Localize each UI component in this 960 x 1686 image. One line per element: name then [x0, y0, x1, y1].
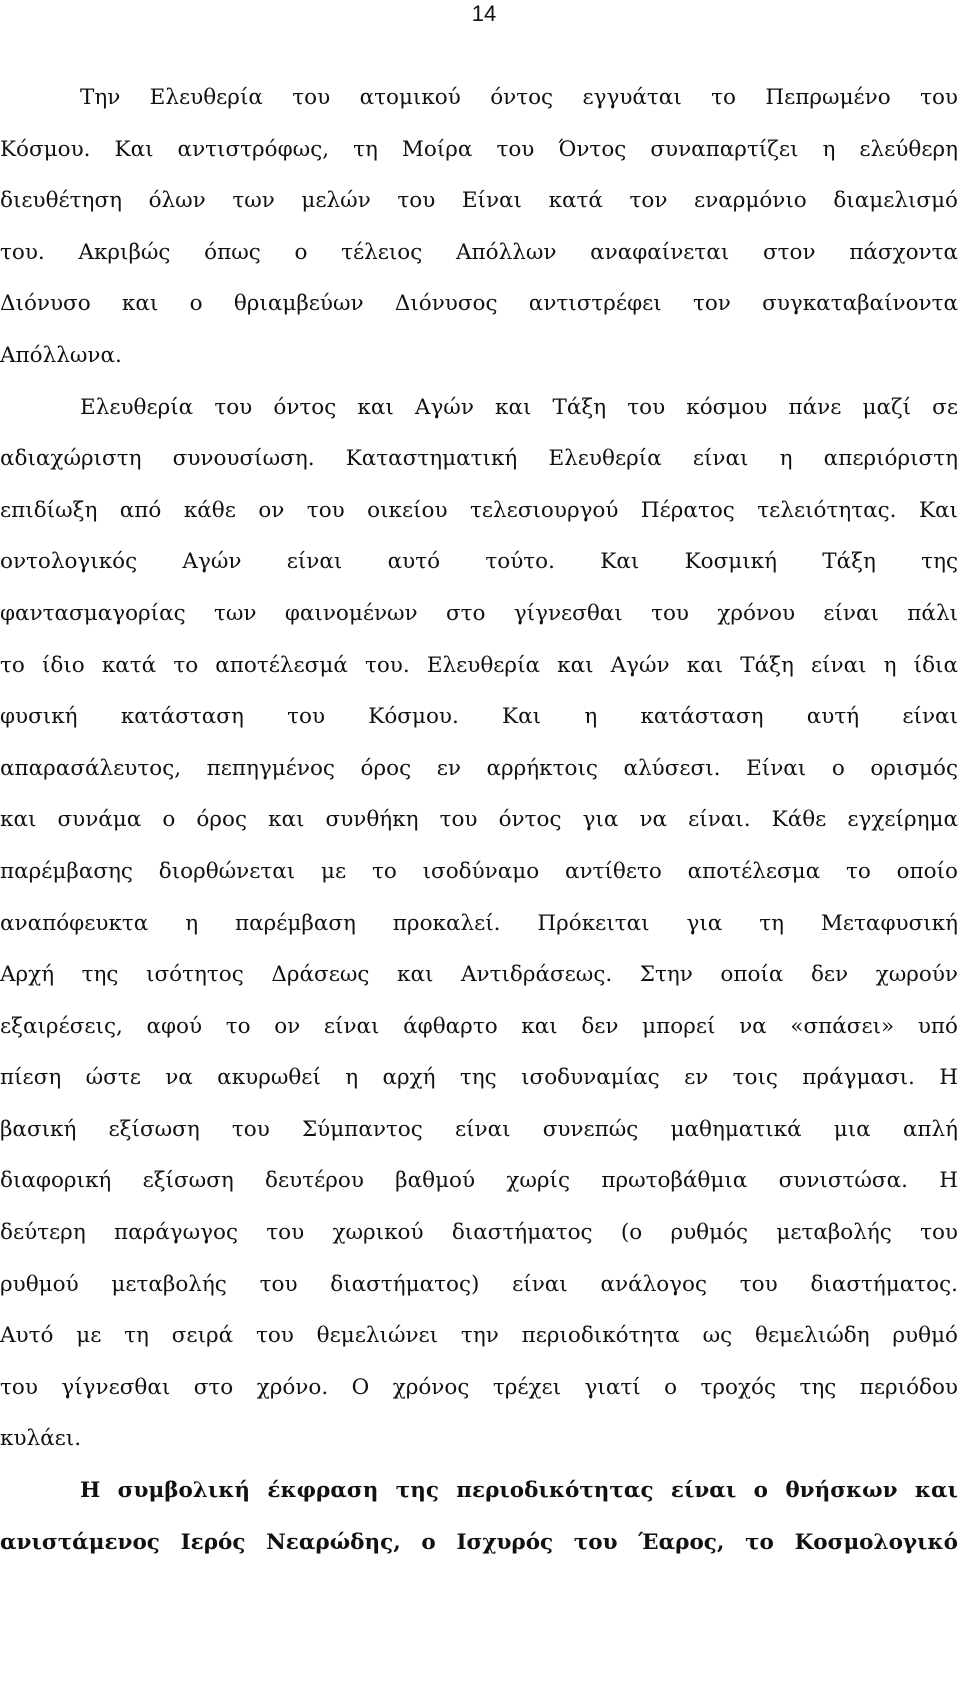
text-line: πίεση ώστε να ακυρωθεί η αρχή της ισοδυναμίας εν τοις πράγμασι. Η	[0, 1065, 958, 1091]
text-line: επιδίωξη από κάθε ον του οικείου τελεσιουργού Πέρατος τελειότητας. Και	[0, 497, 958, 523]
text-line: εξαιρέσεις, αφού το ον είναι άφθαρτο και δεν μπορεί να «σπάσει» υπό	[0, 1013, 958, 1039]
text-line: παρέμβασης διορθώνεται με το ισοδύναμο αντίθετο αποτέλεσμα το οποίο	[0, 858, 958, 884]
text-line: αδιαχώριστη συνουσίωση. Καταστηματική Ελευθερία είναι η απεριόριστη	[0, 446, 958, 472]
text-line: Απόλλωνα.	[0, 342, 122, 368]
text-line: του. Ακριβώς όπως ο τέλειος Απόλλων αναφαίνεται στον πάσχοντα	[0, 239, 958, 265]
text-line: του γίγνεσθαι στο χρόνο. Ο χρόνος τρέχει γιατί ο τροχός της περιόδου	[0, 1374, 958, 1400]
text-line: Διόνυσο και ο θριαμβεύων Διόνυσος αντιστρέφει τον συγκαταβαίνοντα	[0, 291, 958, 317]
text-line: Αρχή της ισότητος Δράσεως και Αντιδράσεως. Στην οποία δεν χωρούν	[0, 962, 958, 988]
text-line: απαρασάλευτος, πεπηγμένος όρος εν αρρήκτοις αλύσεσι. Είναι ο ορισμός	[0, 755, 958, 781]
body-text	[0, 72, 958, 1568]
text-line: Την Ελευθερία του ατομικού όντος εγγυάται το Πεπρωμένο του	[80, 85, 958, 110]
text-line: βασική εξίσωση του Σύμπαντος είναι συνεπώς μαθηματικά μια απλή	[0, 1116, 958, 1142]
text-line: διαφορική εξίσωση δευτέρου βαθμού χωρίς πρωτοβάθμια συνιστώσα. Η	[0, 1168, 958, 1194]
text-line: κυλάει.	[0, 1426, 82, 1452]
text-line: ρυθμού μεταβολής του διαστήματος) είναι ανάλογος του διαστήματος.	[0, 1271, 958, 1297]
text-line: Ελευθερία του όντος και Αγών και Τάξη του κόσμου πάνε μαζί σε	[80, 394, 958, 420]
text-line: Αυτό με τη σειρά του θεμελιώνει την περιοδικότητα ως θεμελιώδη ρυθμό	[0, 1323, 958, 1349]
text-line: Κόσμου. Και αντιστρόφως, τη Μοίρα του Όντος συναπαρτίζει η ελεύθερη	[0, 136, 958, 162]
text-line: δεύτερη παράγωγος του χωρικού διαστήματος (ο ρυθμός μεταβολής του	[0, 1220, 958, 1246]
text-line: οντολογικός Αγών είναι αυτό τούτο. Και Κοσμική Τάξη της	[0, 549, 958, 575]
text-line: φαντασμαγορίας των φαινομένων στο γίγνεσθαι του χρόνου είναι πάλι	[0, 600, 958, 626]
text-line: το ίδιο κατά το αποτέλεσμά του. Ελευθερία και Αγών και Τάξη είναι η ίδια	[0, 652, 958, 678]
bold-text-line: Η συμβολική έκφραση της περιοδικότητας είναι ο θνήσκων και	[80, 1478, 958, 1504]
text-line: φυσική κατάσταση του Κόσμου. Και η κατάσταση αυτή είναι	[0, 704, 958, 730]
text-line: και συνάμα ο όρος και συνθήκη του όντος για να είναι. Κάθε εγχείρημα	[0, 807, 958, 833]
text-line: αναπόφευκτα η παρέμβαση προκαλεί. Πρόκειται για τη Μεταφυσική	[0, 910, 958, 936]
page-number: 14	[471, 1, 497, 26]
text-line: διευθέτηση όλων των μελών του Είναι κατά τον εναρμόνιο διαμελισμό	[0, 188, 958, 214]
bold-text-line: ανιστάμενος Ιερός Νεαρώδης, ο Ισχυρός του Έαρος, το Κοσμολογικό	[0, 1529, 958, 1555]
